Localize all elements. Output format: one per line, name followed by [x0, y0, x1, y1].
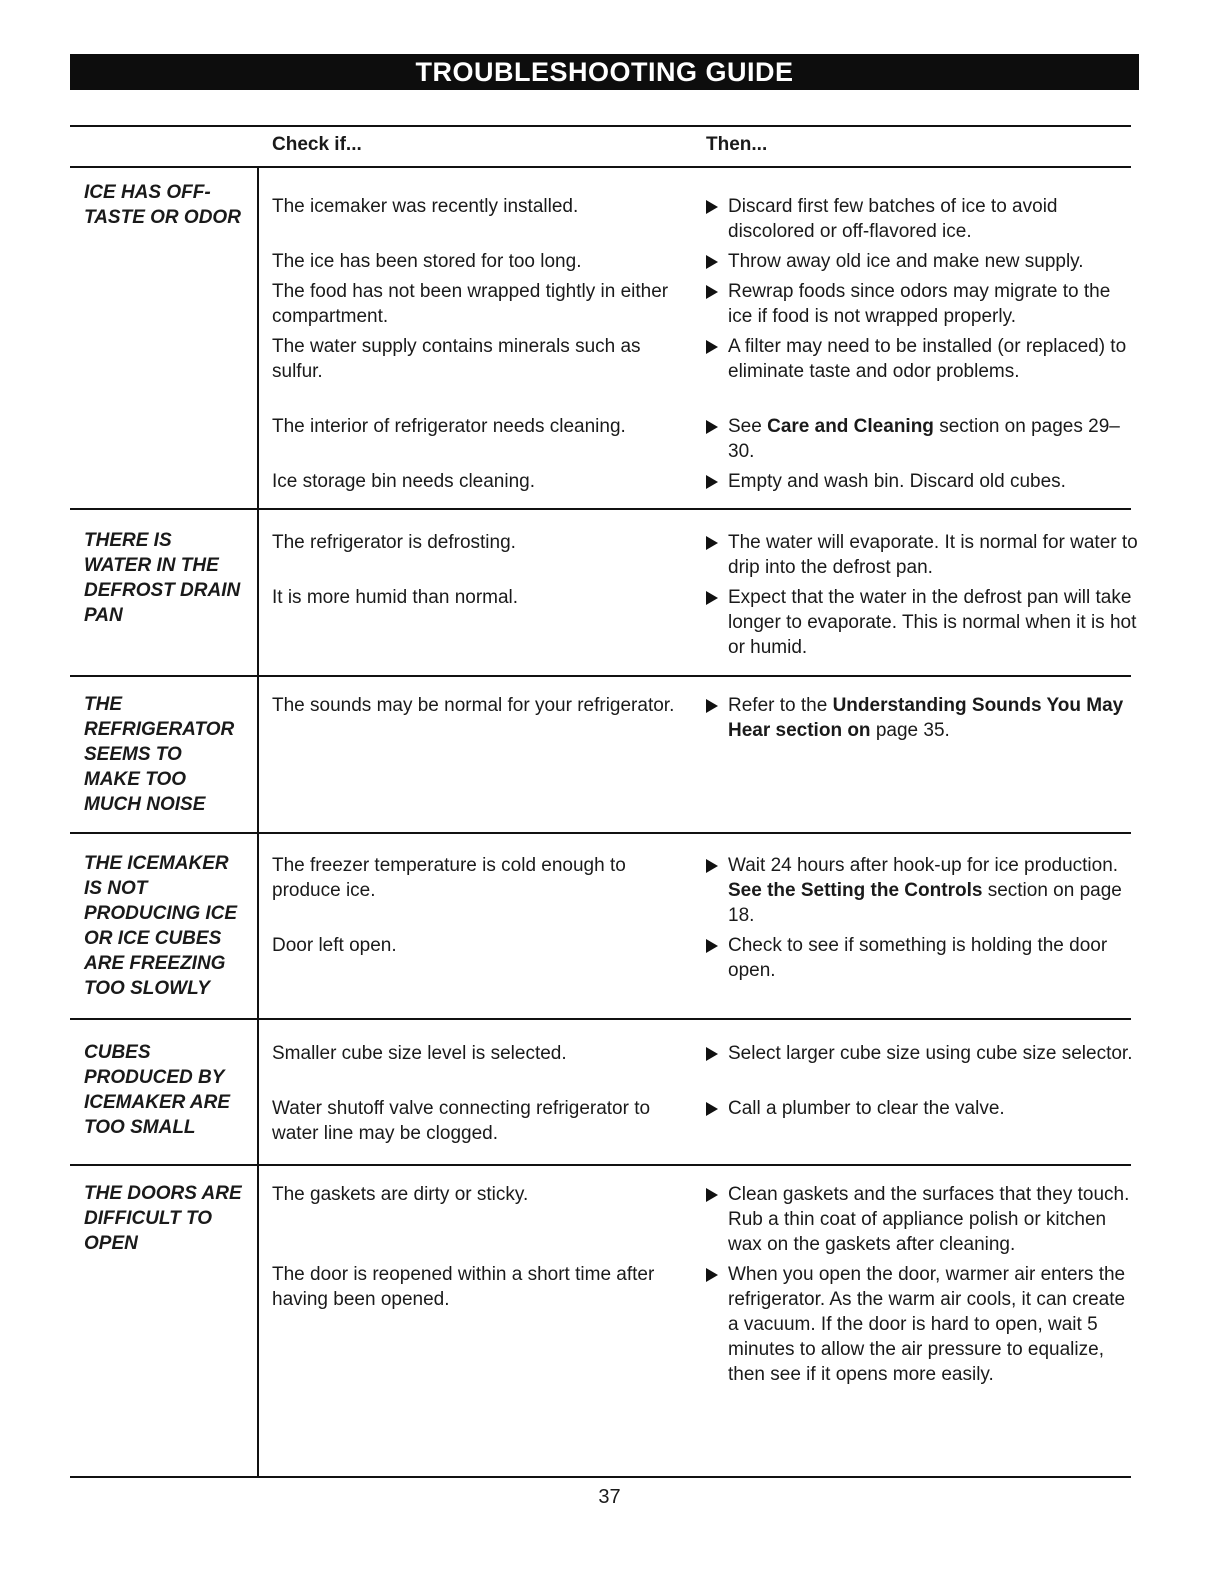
then-action-text: Rewrap foods since odors may migrate to the ice if food is not wrapped properly.: [728, 281, 1111, 327]
problem-heading-line: TASTE OR ODOR: [84, 207, 241, 228]
then-action-text: Clean gaskets and the surfaces that they touch. Rub a thin coat of appliance polish or kitchen wax on the gaskets after cleaning.: [728, 1184, 1130, 1255]
header-rule: [70, 166, 1131, 168]
check-if-text: The interior of refrigerator needs cleaning.: [272, 416, 626, 437]
bullet-triangle-icon: [706, 285, 718, 299]
problem-heading: [84, 1181, 256, 1256]
then-action-text: section on page 18.: [728, 880, 1122, 926]
problem-heading-line: ICE HAS OFF-: [84, 182, 211, 203]
then-action-text: A filter may need to be installed (or replaced) to eliminate taste and odor problems.: [728, 336, 1127, 382]
check-if-text: The sounds may be normal for your refrigerator.: [272, 695, 675, 716]
then-action-text: Throw away old ice and make new supply.: [728, 251, 1084, 272]
problem-heading: [84, 180, 256, 230]
page-number: 37: [598, 1486, 621, 1508]
then-action-text: The water will evaporate. It is normal for water to drip into the defrost pan.: [728, 532, 1138, 578]
check-if-text: The water supply contains minerals such as sulfur.: [272, 336, 641, 382]
then-action: [706, 693, 1138, 743]
then-action-text: page 35.: [870, 720, 950, 741]
then-action-text: Discard first few batches of ice to avoid discolored or off-flavored ice.: [728, 196, 1058, 242]
table-bottom-rule: [70, 1476, 1131, 1478]
problem-heading-line: OR ICE CUBES: [84, 928, 222, 949]
problem-heading-line: MAKE TOO: [84, 769, 187, 790]
problem-heading-line: THE DOORS ARE: [84, 1183, 242, 1204]
section-divider: [70, 508, 1131, 510]
problem-heading-line: IS NOT: [84, 878, 148, 899]
problem-heading: [84, 528, 256, 628]
section-divider: [70, 1164, 1131, 1166]
problem-heading-line: PRODUCED BY: [84, 1067, 225, 1088]
then-action: [706, 279, 1138, 329]
check-if-text: Ice storage bin needs cleaning.: [272, 471, 536, 492]
then-action: [706, 334, 1138, 384]
then-action-text: Empty and wash bin. Discard old cubes.: [728, 471, 1066, 492]
check-if-text: The ice has been stored for too long.: [272, 251, 582, 272]
problem-heading-line: TOO SMALL: [84, 1117, 196, 1138]
then-action: [706, 194, 1138, 244]
bullet-triangle-icon: [706, 200, 718, 214]
column-divider: [257, 167, 259, 1478]
then-action: [706, 530, 1138, 580]
bullet-triangle-icon: [706, 699, 718, 713]
then-action: [706, 853, 1138, 928]
problem-heading-line: DEFROST DRAIN: [84, 580, 241, 601]
problem-heading-line: THERE IS: [84, 530, 172, 551]
then-action-text: section on pages 29–30.: [728, 416, 1120, 462]
check-if-text: It is more humid than normal.: [272, 587, 519, 608]
then-action: [706, 414, 1138, 464]
problem-heading-line: MUCH NOISE: [84, 794, 206, 815]
bullet-triangle-icon: [706, 475, 718, 489]
then-action: [706, 249, 1138, 274]
header-then: Then...: [706, 134, 768, 155]
then-action: [706, 1262, 1138, 1387]
section-divider: [70, 1018, 1131, 1020]
then-action-bold-text: Understanding Sounds You May Hear section on: [728, 695, 1124, 741]
then-action-text: Check to see if something is holding the door open.: [728, 935, 1108, 981]
problem-heading-line: OPEN: [84, 1233, 138, 1254]
then-action-text: See: [728, 416, 768, 437]
bullet-triangle-icon: [706, 420, 718, 434]
then-action: [706, 469, 1138, 494]
bullet-triangle-icon: [706, 1047, 718, 1061]
then-action-text: Select larger cube size using cube size selector.: [728, 1043, 1133, 1064]
problem-heading-line: ICEMAKER ARE: [84, 1092, 231, 1113]
problem-heading-line: SEEMS TO: [84, 744, 182, 765]
then-action: [706, 1041, 1138, 1066]
then-action-bold-text: See the Setting the Controls: [728, 880, 983, 901]
check-if-text: The door is reopened within a short time after having been opened.: [272, 1264, 655, 1310]
problem-heading-line: REFRIGERATOR: [84, 719, 235, 740]
check-if-text: Water shutoff valve connecting refrigerator to water line may be clogged.: [272, 1098, 651, 1144]
check-if-text: Smaller cube size level is selected.: [272, 1043, 567, 1064]
check-if-text: The freezer temperature is cold enough to produce ice.: [272, 855, 626, 901]
problem-heading-line: CUBES: [84, 1042, 151, 1063]
problem-heading: [84, 851, 256, 1001]
then-action-text: Call a plumber to clear the valve.: [728, 1098, 1005, 1119]
problem-heading-line: PRODUCING ICE: [84, 903, 238, 924]
problem-heading-line: THE ICEMAKER: [84, 853, 229, 874]
check-if-text: Door left open.: [272, 935, 397, 956]
check-if-text: The refrigerator is defrosting.: [272, 532, 516, 553]
then-action-text: Refer to the: [728, 695, 833, 716]
check-if-text: The icemaker was recently installed.: [272, 196, 579, 217]
problem-heading-line: TOO SLOWLY: [84, 978, 210, 999]
bullet-triangle-icon: [706, 340, 718, 354]
bullet-triangle-icon: [706, 859, 718, 873]
section-divider: [70, 832, 1131, 834]
then-action: [706, 933, 1138, 983]
then-action: [706, 585, 1138, 660]
then-action-bold-text: Care and Cleaning: [767, 416, 934, 437]
bullet-triangle-icon: [706, 255, 718, 269]
bullet-triangle-icon: [706, 1102, 718, 1116]
problem-heading-line: THE: [84, 694, 122, 715]
problem-heading-line: ARE FREEZING: [84, 953, 226, 974]
check-if-text: The gaskets are dirty or sticky.: [272, 1184, 529, 1205]
then-action: [706, 1182, 1138, 1257]
bullet-triangle-icon: [706, 591, 718, 605]
then-action-text: Wait 24 hours after hook-up for ice production.: [728, 855, 1119, 876]
problem-heading: [84, 692, 256, 817]
then-action-text: When you open the door, warmer air enters the refrigerator. As the warm air cools, it can create a vacuum. If the door is hard to open, wait 5 minutes to allow the air pressure to equalize, then see if it opens more easily.: [728, 1264, 1126, 1385]
then-action-text: Expect that the water in the defrost pan will take longer to evaporate. This is normal when it is hot or humid.: [728, 587, 1137, 658]
bullet-triangle-icon: [706, 536, 718, 550]
problem-heading-line: WATER IN THE: [84, 555, 219, 576]
table-top-rule: [70, 125, 1131, 127]
problem-heading-line: PAN: [84, 605, 123, 626]
problem-heading: [84, 1040, 256, 1140]
section-divider: [70, 675, 1131, 677]
header-check-if: Check if...: [272, 134, 362, 155]
bullet-triangle-icon: [706, 1268, 718, 1282]
then-action: [706, 1096, 1138, 1121]
problem-heading-line: DIFFICULT TO: [84, 1208, 213, 1229]
page-title: TROUBLESHOOTING GUIDE: [70, 54, 1139, 90]
bullet-triangle-icon: [706, 1188, 718, 1202]
bullet-triangle-icon: [706, 939, 718, 953]
check-if-text: The food has not been wrapped tightly in either compartment.: [272, 281, 669, 327]
